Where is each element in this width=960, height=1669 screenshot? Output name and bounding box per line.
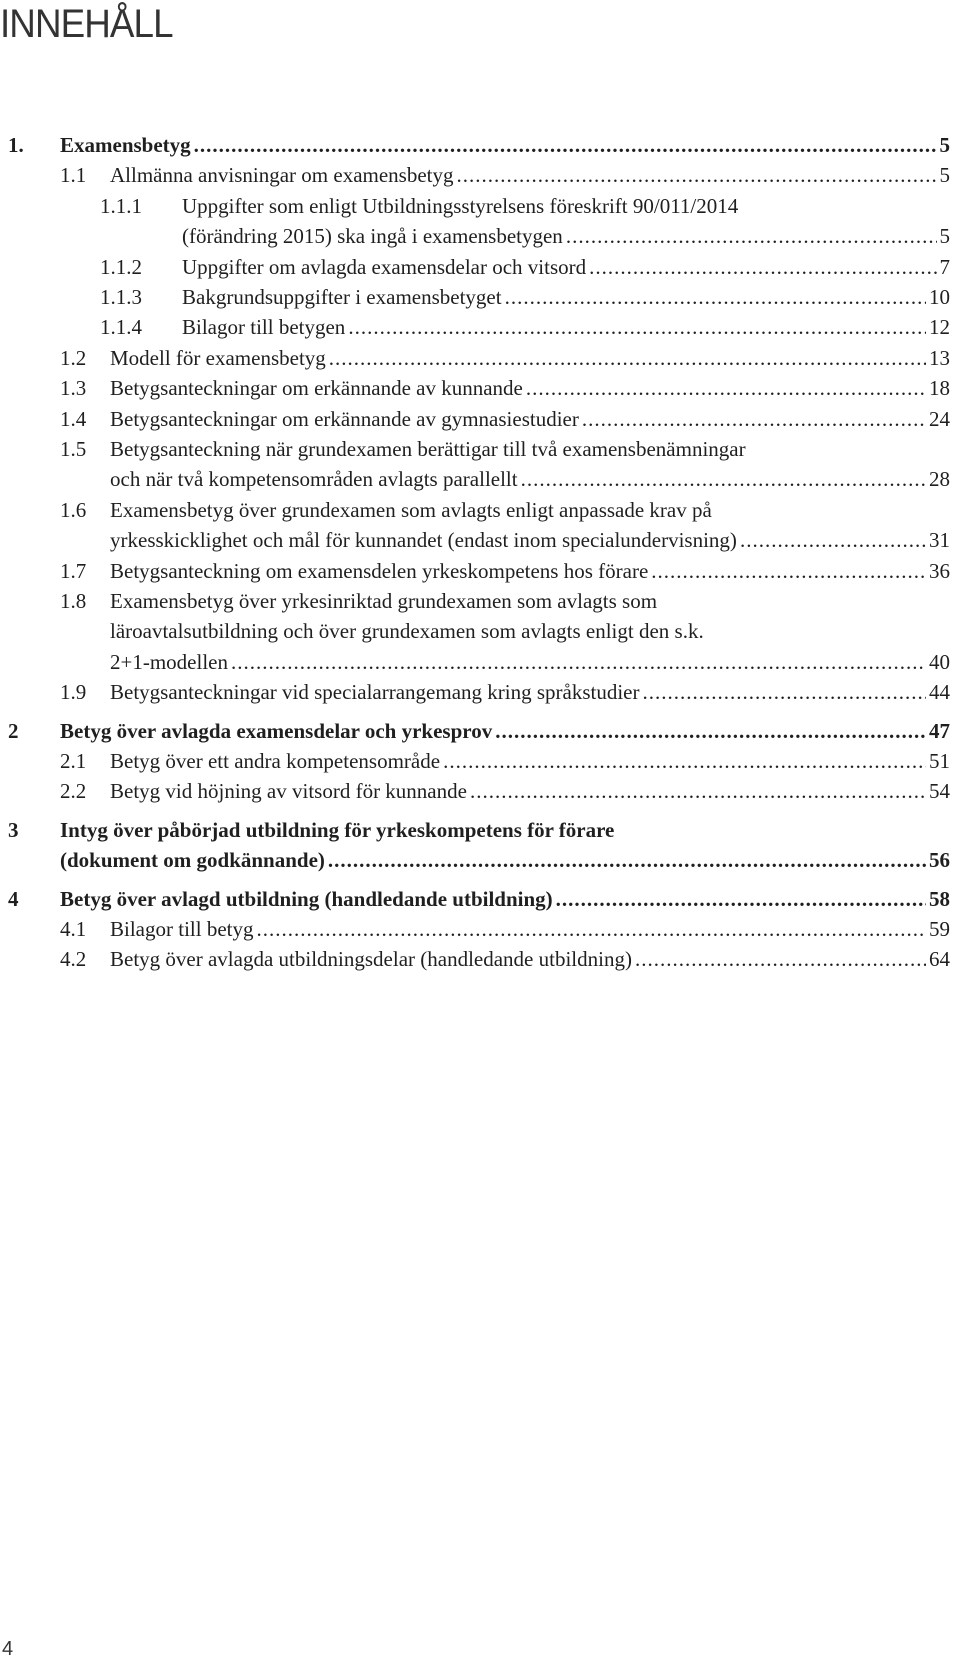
- toc-entry-title: Betyg vid höjning av vitsord för kunnande: [110, 779, 467, 803]
- toc-entry-title: Betyg över avlagda examensdelar och yrkesprov: [60, 719, 493, 743]
- toc-entry-title: Examensbetyg över yrkesinriktad grundexamen som avlagts som: [110, 589, 658, 613]
- toc-page-number: 40: [929, 650, 950, 674]
- toc-entry-title: Betygsanteckningar om erkännande av kunnande: [110, 376, 523, 400]
- toc-entry-continued: [0, 616, 950, 646]
- toc-entry[interactable]: [0, 525, 950, 555]
- toc-entry[interactable]: [0, 343, 950, 373]
- dot-leader: [582, 404, 926, 434]
- toc-page-number: 31: [929, 528, 950, 552]
- toc-entry-continued: [0, 586, 950, 616]
- toc-entry-title: Betyg över avlagda utbildningsdelar (handledande utbildning): [110, 947, 632, 971]
- toc-page-number: 18: [929, 376, 950, 400]
- dot-leader: [256, 914, 926, 944]
- toc-entry-title: 2+1-modellen: [110, 650, 228, 674]
- dot-leader: [443, 746, 926, 776]
- toc-entry-number: 1.1: [60, 163, 87, 187]
- toc-entry-title: Examensbetyg: [60, 133, 191, 157]
- dot-leader: [194, 130, 937, 160]
- toc-entry-title: Betygsanteckningar vid specialarrangemang kring språkstudier: [110, 680, 640, 704]
- toc-entry[interactable]: [0, 312, 950, 342]
- dot-leader: [566, 221, 937, 251]
- toc-entry-number: 2.1: [60, 749, 87, 773]
- dot-leader: [740, 525, 926, 555]
- toc-page-number: 58: [929, 887, 950, 911]
- toc-page-number: 13: [929, 346, 950, 370]
- toc-entry-number: 1.4: [60, 407, 87, 431]
- toc-entry-number: 1.1.2: [100, 255, 142, 279]
- toc-entry-number: 4: [8, 887, 19, 911]
- toc-page-number: 5: [939, 133, 950, 157]
- toc-entry-number: 1.3: [60, 376, 87, 400]
- toc-entry[interactable]: [0, 944, 950, 974]
- toc-entry-title: Uppgifter som enligt Utbildningsstyrelsens föreskrift 90/011/2014: [182, 194, 739, 218]
- toc-entry[interactable]: [0, 556, 950, 586]
- dot-leader: [505, 282, 926, 312]
- dot-leader: [635, 944, 926, 974]
- toc-entry[interactable]: [0, 677, 950, 707]
- toc-entry-title: Bakgrundsuppgifter i examensbetyget: [182, 285, 502, 309]
- toc-entry[interactable]: [0, 160, 950, 190]
- toc-entry-number: 1.5: [60, 437, 87, 461]
- toc-entry-title: Betygsanteckning när grundexamen berättigar till två examensbenämningar: [110, 437, 746, 461]
- toc-entry[interactable]: [0, 914, 950, 944]
- toc-page-number: 24: [929, 407, 950, 431]
- toc-entry-title: yrkesskicklighet och mål för kunnandet (endast inom specialundervisning): [110, 528, 737, 552]
- toc-entry-number: 3: [8, 818, 19, 842]
- toc-entry-number: 1.9: [60, 680, 87, 704]
- toc-entry-title: Allmänna anvisningar om examensbetyg: [110, 163, 454, 187]
- toc-entry-title: Examensbetyg över grundexamen som avlagts enligt anpassade krav på: [110, 498, 712, 522]
- toc-page-number: 64: [929, 947, 950, 971]
- toc-entry-title: Betygsanteckning om examensdelen yrkeskompetens hos förare: [110, 559, 649, 583]
- toc-entry-number: 4.1: [60, 917, 87, 941]
- dot-leader: [231, 647, 926, 677]
- toc-entry[interactable]: [0, 373, 950, 403]
- dot-leader: [457, 160, 937, 190]
- toc-page-number: 51: [929, 749, 950, 773]
- dot-leader: [470, 776, 926, 806]
- toc-page-number: 28: [929, 467, 950, 491]
- toc-entry[interactable]: [0, 252, 950, 282]
- toc-entry-number: 4.2: [60, 947, 87, 971]
- toc-entry-number: 2.2: [60, 779, 87, 803]
- toc-entry-title: Intyg över påbörjad utbildning för yrkeskompetens för förare: [60, 818, 615, 842]
- toc-entry[interactable]: [0, 716, 950, 746]
- toc-page-number: 7: [939, 255, 950, 279]
- dot-leader: [556, 884, 926, 914]
- toc-entry[interactable]: [0, 776, 950, 806]
- toc-entry-continued: [0, 815, 950, 845]
- toc-entry[interactable]: [0, 130, 950, 160]
- dot-leader: [526, 373, 926, 403]
- dot-leader: [589, 252, 936, 282]
- dot-leader: [495, 716, 926, 746]
- toc-entry-number: 1.1.3: [100, 285, 142, 309]
- toc-page-number: 10: [929, 285, 950, 309]
- dot-leader: [328, 845, 926, 875]
- toc-page-number: 5: [939, 163, 950, 187]
- toc-entry[interactable]: [0, 884, 950, 914]
- toc-entry-title: Betyg över avlagd utbildning (handledande utbildning): [60, 887, 553, 911]
- toc-page-number: 54: [929, 779, 950, 803]
- toc-entry-number: 2: [8, 719, 19, 743]
- toc-entry-number: 1.1.4: [100, 315, 142, 339]
- toc-entry-number: 1.8: [60, 589, 87, 613]
- toc-entry[interactable]: [0, 282, 950, 312]
- toc-entry-continued: [0, 191, 950, 221]
- toc-entry[interactable]: [0, 647, 950, 677]
- toc-entry[interactable]: [0, 746, 950, 776]
- toc-entry[interactable]: [0, 221, 950, 251]
- toc-page-number: 44: [929, 680, 950, 704]
- toc-page-number: 56: [929, 848, 950, 872]
- dot-leader: [348, 312, 926, 342]
- toc-entry-number: 1.: [8, 133, 24, 157]
- toc-page-number: 47: [929, 719, 950, 743]
- toc-entry[interactable]: [0, 404, 950, 434]
- dot-leader: [329, 343, 926, 373]
- toc-page-number: 5: [939, 224, 950, 248]
- toc-entry-title: Bilagor till betyg: [110, 917, 254, 941]
- toc-entry-title: läroavtalsutbildning och över grundexamen som avlagts enligt den s.k.: [110, 619, 704, 643]
- toc-entry-title: (dokument om godkännande): [60, 848, 325, 872]
- toc-entry-number: 1.7: [60, 559, 87, 583]
- toc-entry-title: (förändring 2015) ska ingå i examensbetygen: [182, 224, 563, 248]
- toc-entry-number: 1.1.1: [100, 194, 142, 218]
- toc-entry-continued: [0, 495, 950, 525]
- page-number: 4: [2, 1638, 14, 1660]
- toc-entry-continued: [0, 434, 950, 464]
- toc-page-number: 36: [929, 559, 950, 583]
- toc-entry[interactable]: [0, 845, 950, 875]
- page-title: INNEHÅLL: [0, 2, 173, 46]
- toc-entry[interactable]: [0, 464, 950, 494]
- toc-page-number: 59: [929, 917, 950, 941]
- toc-page-number: 12: [929, 315, 950, 339]
- toc-entry-number: 1.6: [60, 498, 87, 522]
- dot-leader: [651, 556, 926, 586]
- toc-entry-title: Betyg över ett andra kompetensområde: [110, 749, 441, 773]
- dot-leader: [643, 677, 927, 707]
- dot-leader: [521, 464, 926, 494]
- toc-entry-title: och när två kompetensområden avlagts parallellt: [110, 467, 518, 491]
- toc-entry-title: Betygsanteckningar om erkännande av gymnasiestudier: [110, 407, 579, 431]
- toc-entry-title: Uppgifter om avlagda examensdelar och vitsord: [182, 255, 587, 279]
- toc-entry-title: Bilagor till betygen: [182, 315, 346, 339]
- toc-entry-title: Modell för examensbetyg: [110, 346, 326, 370]
- toc-entry-number: 1.2: [60, 346, 87, 370]
